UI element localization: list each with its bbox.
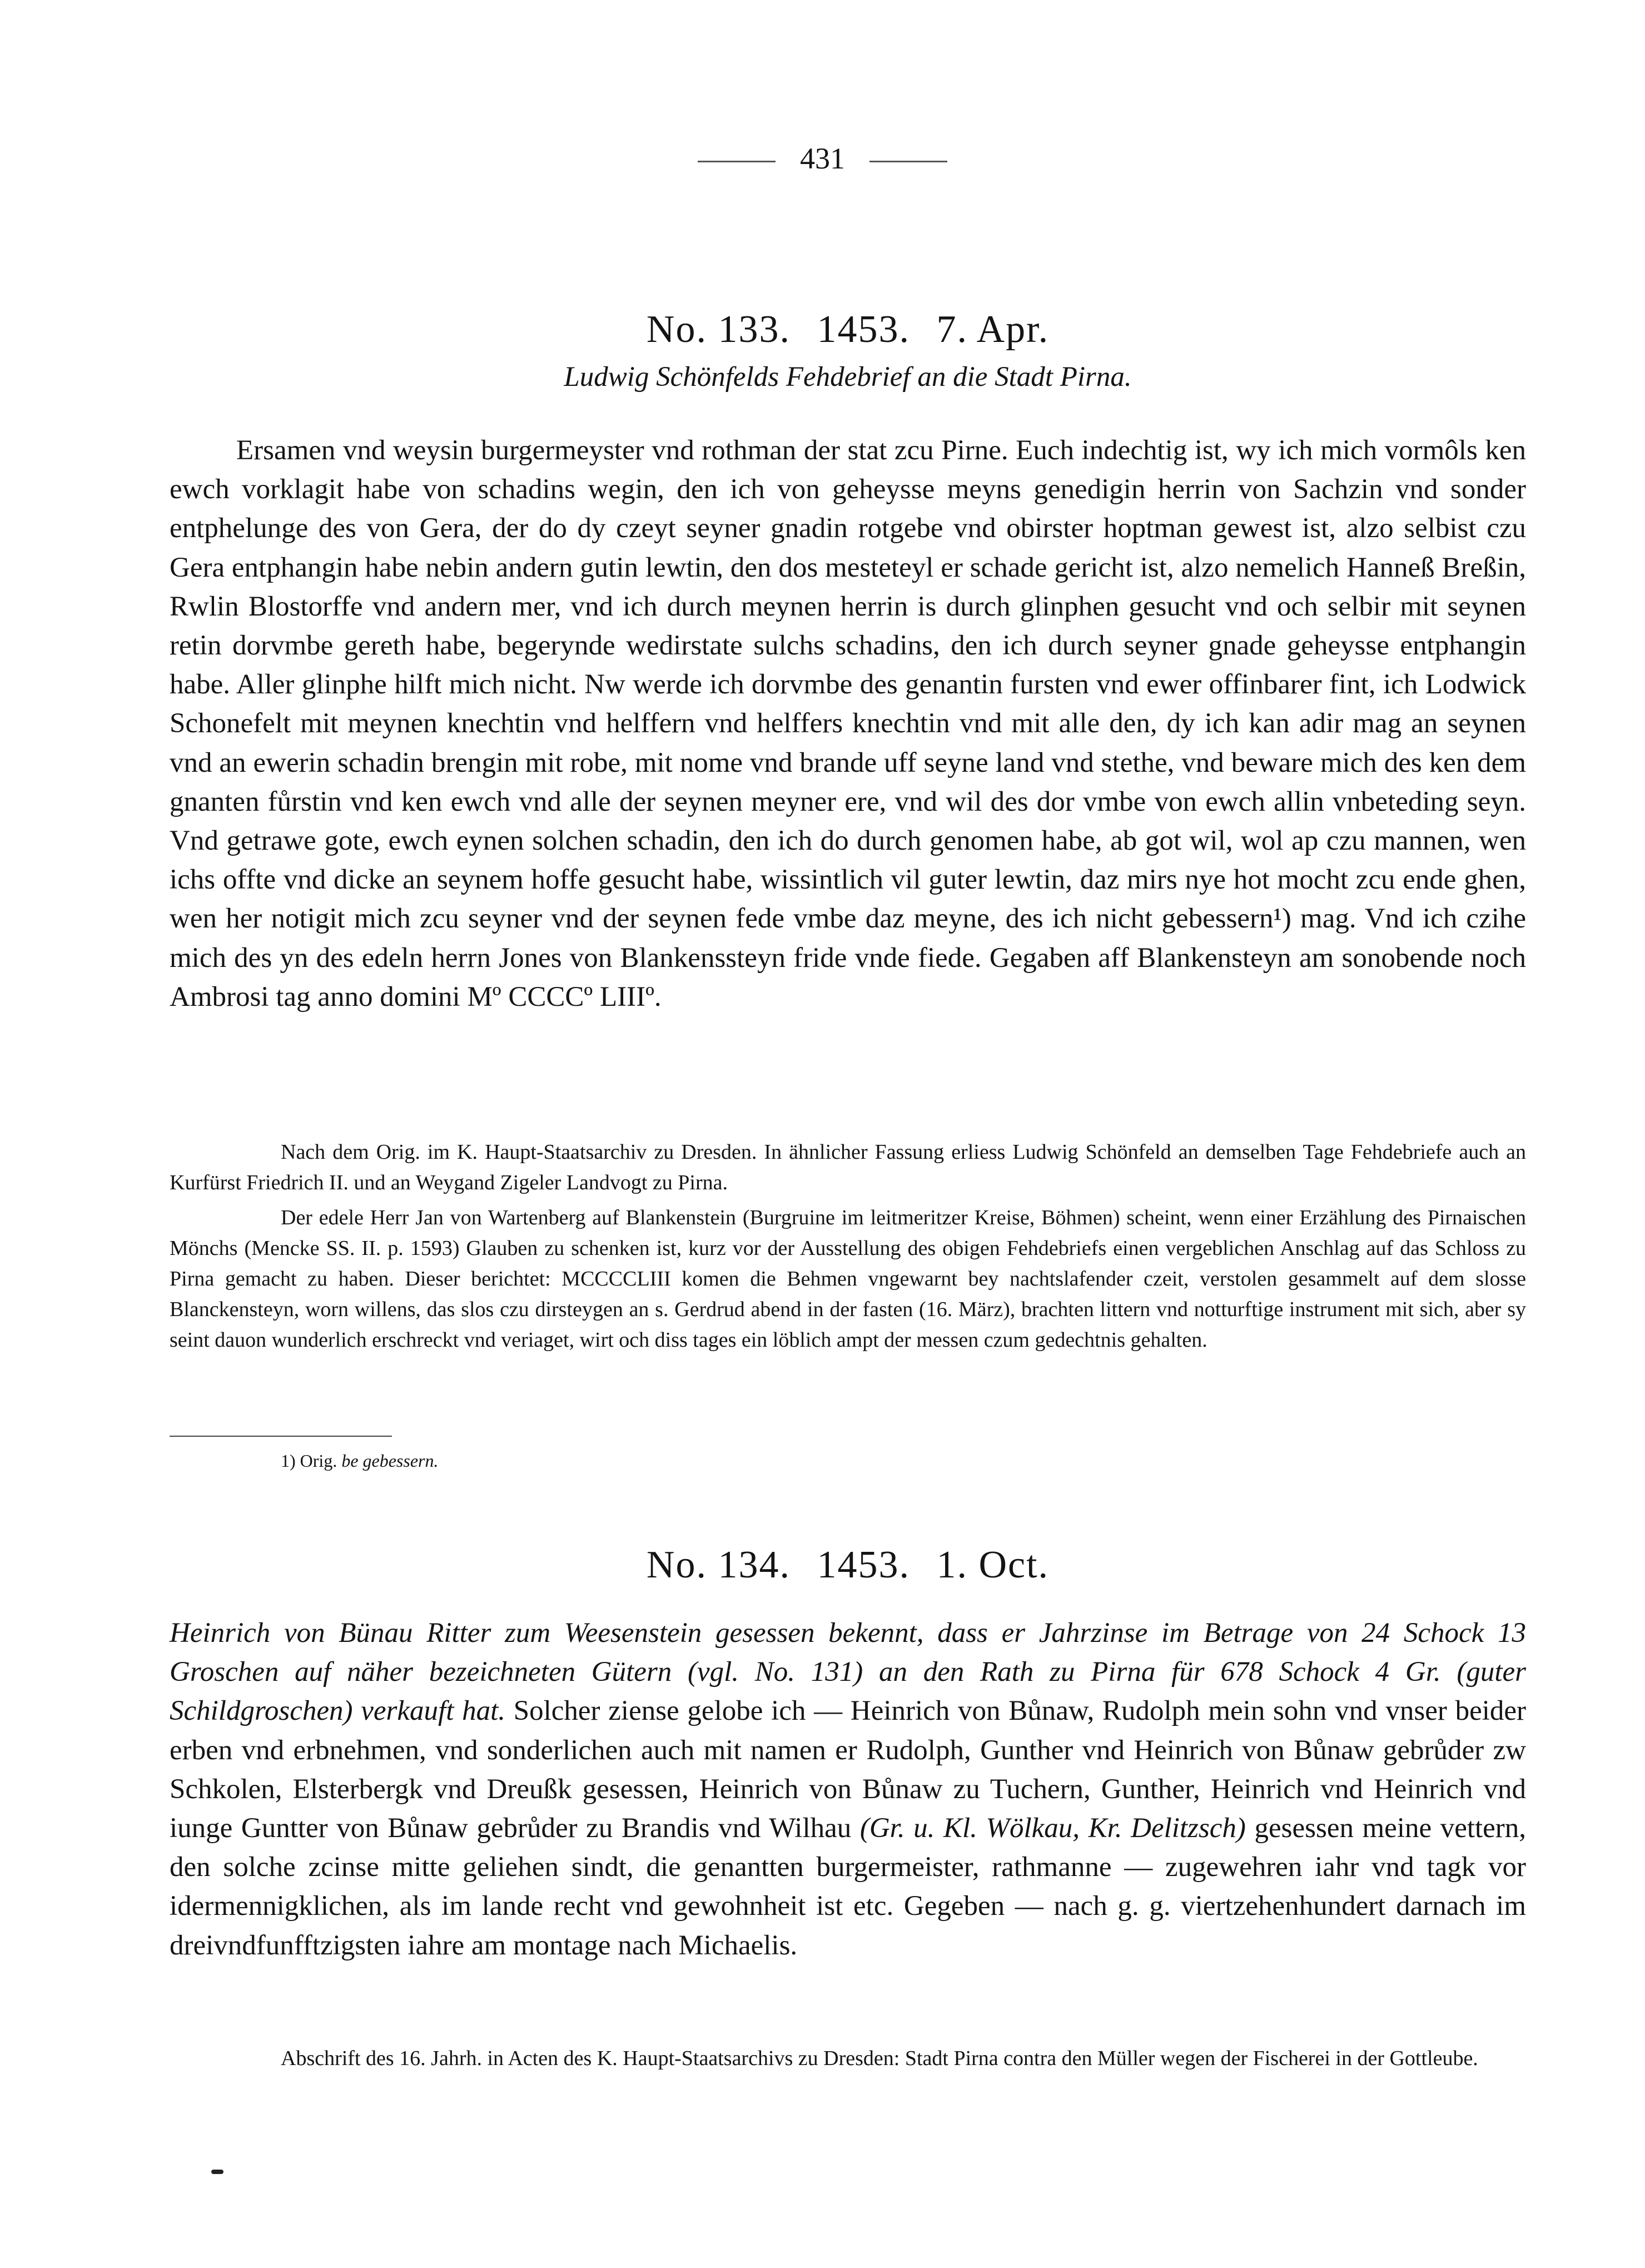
entry-134-summary: Heinrich von Bünau Ritter zum Weesenstein gesessen bekennt, dass er Jahrzinse im Betrage von 24 Schock 13 Groschen auf näher bezeichneten Gütern (vgl. No. 131) an den Rath zu Pirna für 678 Schock 4 Gr. (guter Schildgroschen) verkauft hat.	[170, 1617, 1526, 1727]
entry-133-date: 7. Apr.	[936, 308, 1050, 351]
ink-smudge	[211, 2170, 223, 2174]
entry-134-notes	[170, 2043, 1526, 2074]
footnote-rule	[170, 1436, 392, 1437]
entry-134-number: No. 134.	[646, 1544, 791, 1586]
entry-133-note-source: Nach dem Orig. im K. Haupt-Staatsarchiv zu Dresden. In ähnlicher Fassung erliess Ludwig Schönfeld an demselben Tage Fehdebriefe auch an Kurfürst Friedrich II. und an Weygand Zigeler Landvogt zu Pirna.	[170, 1140, 1526, 1194]
entry-134-body-italic: (Gr. u. Kl. Wölkau, Kr. Delitzsch)	[859, 1813, 1246, 1844]
entry-134-content	[170, 1614, 1526, 1965]
entry-133-number: No. 133.	[646, 308, 791, 351]
page-header	[0, 139, 1645, 178]
footnote-block	[170, 1436, 1526, 1473]
entry-133-year: 1453.	[817, 308, 910, 351]
entry-133-subtitle: Ludwig Schönfelds Fehdebrief an die Stadt Pirna.	[564, 361, 1132, 393]
footnote-1-label: 1) Orig.	[281, 1451, 337, 1471]
header-rule-left	[698, 161, 776, 162]
entry-134-body: Solcher ziense gelobe ich — Heinrich von Bůnaw, Rudolph mein sohn vnd vnser beider erben vnd erbnehmen, vnd sonderlichen auch mit namen er Rudolph, Gunther vnd Heinrich von Bůnaw gebrůder zw Schkolen, Elsterbergk vnd Dreußk gesessen, Heinrich von Bůnaw zu Tuchern, Gunther, Heinrich vnd Heinrich vnd iunge Guntter von Bůnaw gebrůder zu Brandis vnd Wilhau	[170, 1695, 1526, 1844]
entry-134-text	[170, 1614, 1526, 1965]
entry-133	[170, 305, 1526, 397]
entry-134	[170, 1540, 1526, 1590]
entry-134-heading	[170, 1540, 1526, 1590]
entry-133-note-commentary: Der edele Herr Jan von Wartenberg auf Blankenstein (Burgruine im leitmeritzer Kreise, Böhmen) scheint, wenn einer Erzählung des Pirnaischen Mönchs (Mencke SS. II. p. 1593) Glauben zu schenken ist, kurz vor der Ausstellung des obigen Fehdebriefs einen vergeblichen Anschlag auf das Schloss zu Pirna gemacht zu haben. Dieser berichtet: MCCCCLIII komen die Behmen vngewarnt bey nachtslafender czeit, verstolen gesammelt auf dem slosse Blanckensteyn, worn willens, das slos czu dirsteygen an s. Gerdrud abend in der fasten (16. März), brachten littern vnd notturftige instrument mit sich, aber sy seint dauon wunderlich erschreckt vnd veriaget, wirt och diss tages ein löblich ampt der messen czum gedechtnis gehalten.	[170, 1206, 1526, 1352]
entry-134-year: 1453.	[817, 1544, 910, 1586]
entry-133-content	[170, 431, 1526, 1016]
footnote-1-text: be gebessern.	[341, 1451, 439, 1471]
footnote-1	[170, 1448, 1526, 1473]
entry-134-date: 1. Oct.	[936, 1544, 1050, 1586]
entry-133-body: Ersamen vnd weysin burgermeyster vnd rothman der stat zcu Pirne. Euch indechtig ist, wy ich mich vormôls ken ewch vorklagit habe von schadins wegin, den ich von geheysse meyns genedigin herrin von Sachzin vnd sonder entphelunge des von Gera, der do dy czeyt seyner gnadin rotgebe vnd obirster hoptman gewest ist, alzo selbist czu Gera entphangin habe nebin andern gutin lewtin, den dos mesteteyl er schade gericht ist, alzo nemelich Hanneß Breßin, Rwlin Blostorffe vnd andern mer, vnd ich durch meynen herrin is durch glinphen gesucht vnd och selbir mit seynen retin dorvmbe gereth habe, begerynde wedirstate sulchs schadins, den ich durch seyner gnade geheysse entphangin habe. Aller glinphe hilft mich nicht. Nw werde ich dorvmbe des genantin fursten vnd ewer offinbarer fint, ich Lodwick Schonefelt mit meynen knechtin vnd helffern vnd helffers knechtin vnd mit alle den, dy ich kan adir mag an seynen vnd an ewerin schadin brengin mit robe, mit nome vnd brande uff seyne land vnd stethe, vnd beware mich des ken dem gnanten fůrstin vnd ken ewch vnd alle der seynen meyner ere, vnd wil des dor vmbe von ewch allin vnbeteding seyn. Vnd getrawe gote, ewch eynen solchen schadin, den ich do durch genomen habe, ab got wil, wol ap czu mannen, wen ichs offte vnd dicke an seynem hoffe gesucht habe, wissintlich vil guter lewtin, daz mirs nye hot mocht zcu ende ghen, wen her notigit mich zcu seyner vnd der seynen fede vmbe daz meyne, des ich nicht gebessern¹) mag. Vnd ich czihe mich des yn des edeln herrn Jones von Blankenssteyn fride vnde fiede. Gegaben aff Blankensteyn am sonobende noch Ambrosi tag anno domini Mº CCCCº LIIIº.	[170, 435, 1526, 1013]
entry-133-notes	[170, 1137, 1526, 1356]
header-rule-right	[869, 161, 947, 162]
entry-134-note-source: Abschrift des 16. Jahrh. in Acten des K. Haupt-Staatsarchivs zu Dresden: Stadt Pirna contra den Müller wegen der Fischerei in der Gottleube.	[281, 2047, 1478, 2070]
entry-134-body-rest: gesessen meine vettern, den solche zcinse mitte geliehen sindt, die genantten burgermeister, rathmanne — zugewehren iahr vnd tagk vor idermennigklichen, als im lande recht vnd gewohnheit ist etc. Gegeben — nach g. g. viertzehenhundert darnach im dreivndfunfftzigsten iahre am montage nach Michaelis.	[170, 1813, 1527, 1961]
entry-133-heading	[170, 305, 1526, 355]
page-number: 431	[800, 142, 845, 175]
